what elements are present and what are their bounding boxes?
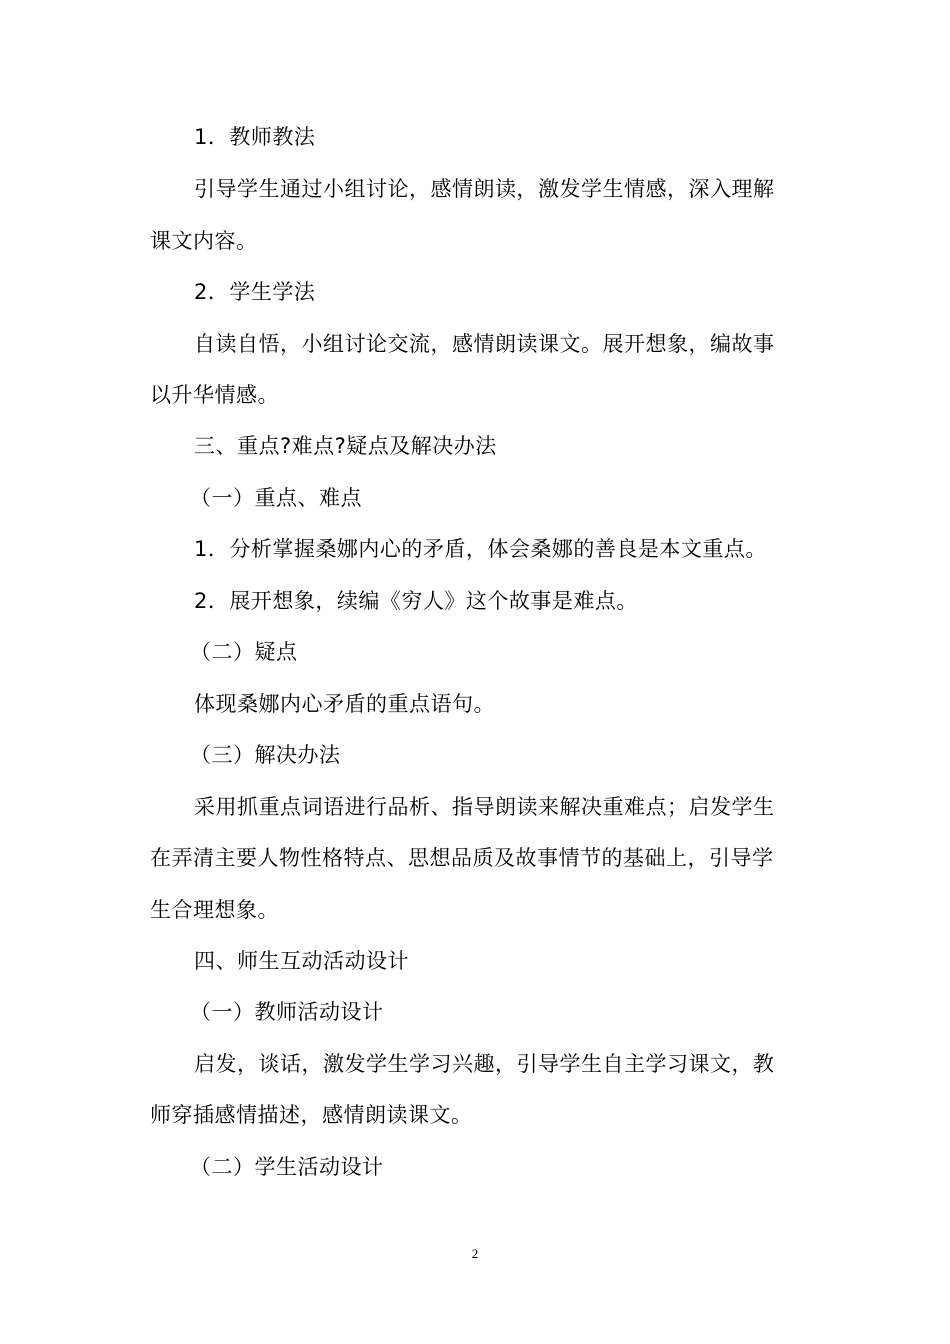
- paragraph-teacher-method-line-2: 课文内容。: [150, 229, 258, 253]
- section-heading-interaction: 四、师生互动活动设计: [194, 949, 409, 973]
- section-heading-key-points: 三、重点?难点?疑点及解决办法: [194, 434, 497, 458]
- heading-student-method: 2．学生学法: [194, 280, 316, 304]
- subheading-teacher-activities: （一）教师活动设计: [190, 1000, 384, 1024]
- paragraph-doubtful-points: 体现桑娜内心矛盾的重点语句。: [194, 692, 495, 716]
- subheading-key-and-difficult: （一）重点、难点: [190, 486, 362, 510]
- paragraph-teacher-activities-line-1: 启发，谈话，激发学生学习兴趣，引导学生自主学习课文，教: [194, 1052, 775, 1076]
- page-number: 2: [471, 1246, 479, 1261]
- paragraph-solutions-line-2: 在弄清主要人物性格特点、思想品质及故事情节的基础上，引导学: [150, 846, 774, 870]
- list-item-key-point-1: 1．分析掌握桑娜内心的矛盾，体会桑娜的善良是本文重点。: [194, 537, 767, 561]
- subheading-student-activities: （二）学生活动设计: [190, 1155, 384, 1179]
- paragraph-student-method-line-1: 自读自悟，小组讨论交流，感情朗读课文。展开想象，编故事: [194, 332, 775, 356]
- paragraph-teacher-activities-line-2: 师穿插感情描述，感情朗读课文。: [150, 1103, 473, 1127]
- list-item-key-point-2: 2．展开想象，续编《穷人》这个故事是难点。: [194, 589, 638, 613]
- paragraph-solutions-line-1: 采用抓重点词语进行品析、指导朗读来解决重难点；启发学生: [194, 795, 775, 819]
- subheading-doubtful-points: （二）疑点: [190, 640, 298, 664]
- paragraph-teacher-method-line-1: 引导学生通过小组讨论，感情朗读，激发学生情感，深入理解: [194, 177, 775, 201]
- paragraph-student-method-line-2: 以升华情感。: [150, 383, 279, 407]
- heading-teacher-method: 1．教师教法: [194, 125, 316, 149]
- subheading-solutions: （三）解决办法: [190, 743, 341, 767]
- paragraph-solutions-line-3: 生合理想象。: [150, 898, 279, 922]
